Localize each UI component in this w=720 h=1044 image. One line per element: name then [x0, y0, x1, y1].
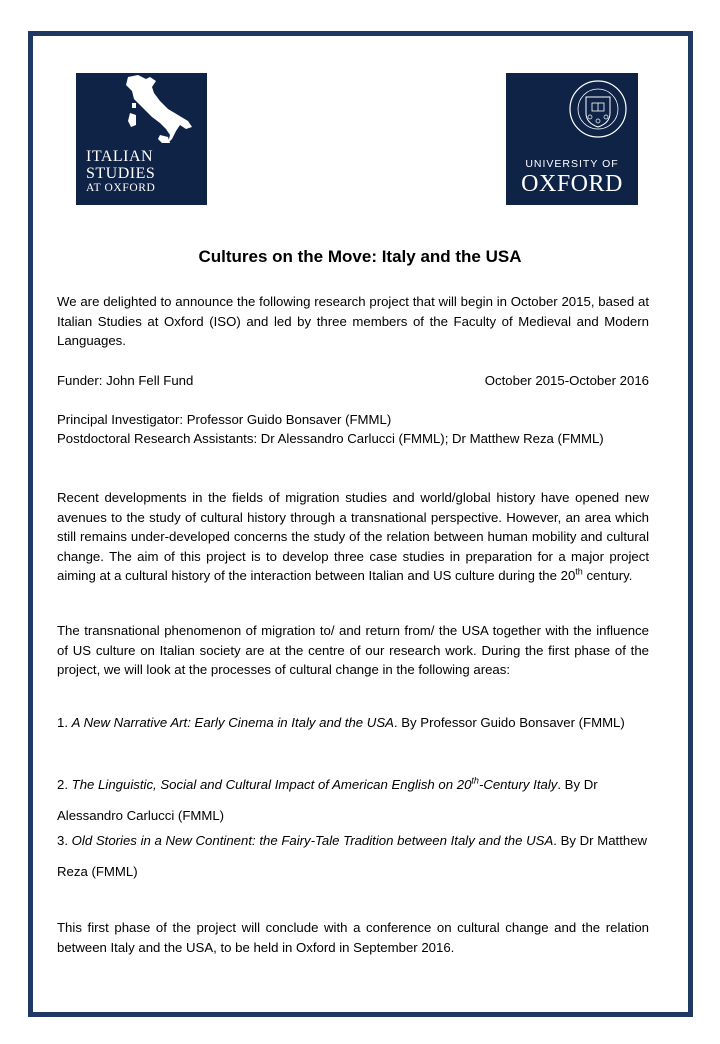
study-title-sup: th — [471, 775, 479, 786]
oxford-university-of: UNIVERSITY OF — [525, 158, 619, 170]
italian-studies-logo — [76, 73, 207, 205]
iso-line-2: STUDIES — [86, 165, 156, 182]
iso-line-3: AT OXFORD — [86, 182, 156, 194]
study-number: 1. — [57, 715, 72, 730]
study-byline: . By Dr Alessandro Carlucci (FMML) — [57, 777, 598, 823]
oxford-wordmark: OXFORD — [521, 171, 623, 197]
oxford-crest-icon — [506, 73, 638, 153]
study-title: Old Stories in a New Continent: the Fairy-Tale Tradition between Italy and the USA — [71, 833, 554, 848]
iso-wordmark — [86, 149, 155, 195]
study-byline: . By Professor Guido Bonsaver (FMML) — [393, 715, 625, 730]
funder-label: Funder: John Fell Fund — [57, 373, 194, 388]
university-of-oxford-logo — [506, 73, 638, 205]
conclusion-paragraph: This first phase of the project will conclude with a conference on cultural change and the relation between Italy and the USA, to be held in Oxford in September 2016. — [57, 920, 649, 955]
study-title-part: The Linguistic, Social and Cultural Impact of American English on 20 — [71, 777, 472, 792]
page-title: Cultures on the Move: Italy and the USA — [198, 247, 522, 266]
background-paragraph — [57, 488, 649, 586]
background-sup: th — [575, 566, 583, 577]
study-title: A New Narrative Art: Early Cinema in Italy and the USA — [71, 715, 394, 730]
study-number: 2. — [57, 777, 72, 792]
postdocs-line: Postdoctoral Research Assistants: Dr Alessandro Carlucci (FMML); Dr Matthew Reza (FMML) — [57, 431, 604, 446]
funder-dates: October 2015-October 2016 — [484, 373, 649, 388]
intro-paragraph: We are delighted to announce the following research project that will begin in October 2015, based at Italian Studies at Oxford (ISO) and led by three members of the Faculty of Medieval and Modern Languages. — [57, 294, 649, 348]
study-title — [72, 777, 558, 792]
study-item-3 — [57, 825, 652, 887]
background-text: Recent developments in the fields of migration studies and world/global history have opened new avenues to the study of cultural history through a transnational perspective. However, an area which still remains under-developed concerns the study of the relation between human mobility and cultural change. The aim of this project is to develop three case studies in preparation for a major project aiming at a cultural history of the interaction between Italian and US culture during the 20 — [57, 490, 649, 583]
study-number: 3. — [57, 833, 72, 848]
focus-paragraph: The transnational phenomenon of migration to/ and return from/ the USA together with the influence of US culture on Italian society are at the centre of our research work. During the first phase of the project, we will look at the processes of cultural change in the following areas: — [57, 623, 649, 677]
italy-map-icon — [76, 73, 207, 153]
study-title-part: -Century Italy — [478, 777, 558, 792]
background-tail: century. — [582, 568, 633, 583]
iso-line-1: ITALIAN — [86, 148, 154, 165]
pi-line: Principal Investigator: Professor Guido Bonsaver (FMML) — [57, 412, 392, 427]
funder-row — [57, 371, 649, 391]
study-item-2 — [57, 769, 652, 831]
study-byline: . By Dr Matthew Reza (FMML) — [57, 833, 648, 879]
study-item-1 — [57, 707, 652, 738]
